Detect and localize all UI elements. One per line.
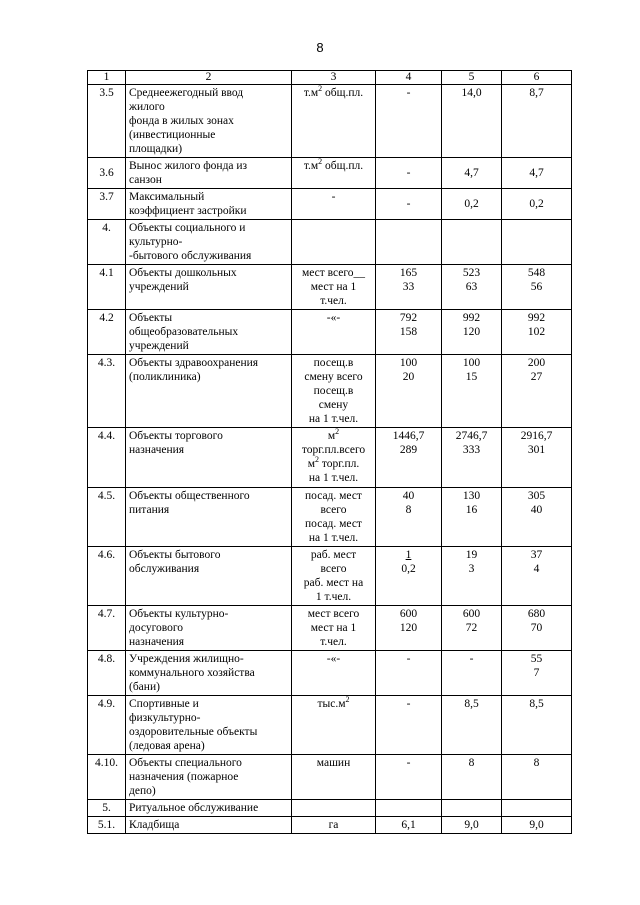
value-cell-c4 xyxy=(376,696,442,755)
name-line: Спортивные и xyxy=(129,698,199,710)
c6-line: 56 xyxy=(530,281,543,293)
name-line: назначения (пожарное xyxy=(129,771,239,783)
value-cell-c6 xyxy=(502,817,572,834)
indicator-name-cell xyxy=(126,158,292,189)
c6-line: 8,5 xyxy=(529,698,544,710)
c4-line: 0,2 xyxy=(401,563,416,575)
unit-line: мест на 1 xyxy=(310,622,357,634)
unit-cell xyxy=(292,310,376,355)
c6-line: 200 xyxy=(527,357,546,369)
name-line: Объекты торгового xyxy=(129,430,223,442)
value-cell-c4 xyxy=(376,817,442,834)
name-line: учреждений xyxy=(129,340,189,352)
table-row xyxy=(88,310,572,355)
c4-line: - xyxy=(406,87,411,99)
row-number-cell: 3.5 xyxy=(88,85,126,158)
unit-line: т.чел. xyxy=(320,636,347,648)
c6-line: 7 xyxy=(533,667,540,679)
value-cell-c6 xyxy=(502,488,572,547)
unit-cell xyxy=(292,817,376,834)
value-cell-c6 xyxy=(502,158,572,189)
c4-line: 8 xyxy=(405,504,412,516)
table-row xyxy=(88,189,572,220)
name-line: (бани) xyxy=(129,681,160,693)
c6-line: 70 xyxy=(530,622,543,634)
row-number-cell: 5.1. xyxy=(88,817,126,834)
c6-line: 680 xyxy=(527,608,546,620)
row-number-cell: 4.3. xyxy=(88,355,126,428)
c5-line: 2746,7 xyxy=(455,430,488,442)
unit-cell xyxy=(292,220,376,265)
name-line: фонда в жилых зонах xyxy=(129,115,234,127)
value-cell-c4 xyxy=(376,488,442,547)
name-line: коммунального хозяйства xyxy=(129,667,255,679)
indicators-table xyxy=(87,70,572,834)
c6-line: 4 xyxy=(533,563,540,575)
table-row xyxy=(88,547,572,606)
name-line: Объекты общественного xyxy=(129,490,250,502)
c4-line: - xyxy=(406,198,411,210)
c5-line: 63 xyxy=(465,281,478,293)
value-cell-c4 xyxy=(376,651,442,696)
value-cell-c4 xyxy=(376,189,442,220)
indicator-name-cell xyxy=(126,696,292,755)
unit-line: посещ.в xyxy=(313,357,354,369)
name-line: Объекты специального xyxy=(129,757,242,769)
c5-line: 120 xyxy=(462,326,481,338)
value-cell-c6 xyxy=(502,85,572,158)
c5-line: 72 xyxy=(465,622,478,634)
unit-line: на 1 т.чел. xyxy=(308,413,359,425)
c6-line: 305 xyxy=(527,490,546,502)
row-number-cell: 4.8. xyxy=(88,651,126,696)
unit-line: -«- xyxy=(326,312,341,324)
name-line: оздоровительные объекты xyxy=(129,726,258,738)
name-line: Учреждения жилищно- xyxy=(129,653,244,665)
indicator-name-cell xyxy=(126,755,292,800)
c5-line: 0,2 xyxy=(464,198,479,210)
row-number-cell: 4.6. xyxy=(88,547,126,606)
name-line: физкультурно- xyxy=(129,712,201,724)
c4-line: 792 xyxy=(399,312,418,324)
value-cell-c4 xyxy=(376,265,442,310)
unit-line: -«- xyxy=(326,653,341,665)
unit-line: торг.пл.всего xyxy=(301,444,366,456)
value-cell-c5 xyxy=(442,158,502,189)
value-cell-c6 xyxy=(502,800,572,817)
name-line: площадки) xyxy=(129,143,183,155)
value-cell-c6 xyxy=(502,547,572,606)
c6-line: 40 xyxy=(530,504,543,516)
c4-line: 20 xyxy=(402,371,415,383)
name-line: общеобразовательных xyxy=(129,326,239,338)
unit-line: мест всего__ xyxy=(301,267,366,279)
unit-line: на 1 т.чел. xyxy=(308,532,359,544)
c6-line: 4,7 xyxy=(529,167,544,179)
unit-line: $т.м^2$ общ.пл. xyxy=(303,157,364,172)
c5-line: 333 xyxy=(462,444,481,456)
value-cell-c5 xyxy=(442,651,502,696)
name-line: Объекты здравоохранения xyxy=(129,357,259,369)
value-cell-c4 xyxy=(376,755,442,800)
c4-line: - xyxy=(406,167,411,179)
unit-line: т.чел. xyxy=(320,295,347,307)
value-cell-c6 xyxy=(502,220,572,265)
indicator-name-cell xyxy=(126,265,292,310)
c6-line: 102 xyxy=(527,326,546,338)
unit-cell xyxy=(292,355,376,428)
row-number-cell: 4.7. xyxy=(88,606,126,651)
value-cell-c5 xyxy=(442,800,502,817)
indicator-name-cell xyxy=(126,800,292,817)
unit-line: га xyxy=(328,819,339,831)
unit-cell xyxy=(292,696,376,755)
value-cell-c6 xyxy=(502,755,572,800)
table-row xyxy=(88,428,572,488)
c4-line: 100 xyxy=(399,357,418,369)
unit-cell xyxy=(292,800,376,817)
c5-line: 14,0 xyxy=(461,87,482,99)
c4-line: 33 xyxy=(402,281,415,293)
indicator-name-cell xyxy=(126,189,292,220)
name-line: (инвестиционные xyxy=(129,129,216,141)
c5-line: 19 xyxy=(465,549,478,561)
unit-line: $м^2$ xyxy=(327,427,340,442)
name-line: Объекты социального и xyxy=(129,222,246,234)
c6-line: 55 xyxy=(530,653,543,665)
name-line: жилого xyxy=(129,101,165,113)
table-row xyxy=(88,265,572,310)
c6-line: 0,2 xyxy=(529,198,544,210)
unit-cell xyxy=(292,547,376,606)
value-cell-c4 xyxy=(376,800,442,817)
unit-line: посад. мест xyxy=(305,518,362,530)
value-cell-c4 xyxy=(376,547,442,606)
c5-line: 15 xyxy=(465,371,478,383)
unit-line: $м^2$ торг.пл. xyxy=(307,455,360,470)
c5-line: 992 xyxy=(462,312,481,324)
name-line: (ледовая арена) xyxy=(129,740,205,752)
value-cell-c6 xyxy=(502,310,572,355)
c5-line: 100 xyxy=(462,357,481,369)
value-cell-c4 xyxy=(376,158,442,189)
unit-line: мест на 1 xyxy=(310,281,357,293)
table-row xyxy=(88,220,572,265)
name-line: назначения xyxy=(129,444,185,456)
value-cell-c5 xyxy=(442,265,502,310)
c4-line: 1446,7 xyxy=(392,430,425,442)
unit-line: - xyxy=(331,191,336,203)
indicator-name-cell xyxy=(126,428,292,488)
indicator-name-cell xyxy=(126,547,292,606)
header-cell: 2 xyxy=(126,71,292,85)
unit-cell xyxy=(292,428,376,488)
row-number-cell: 4.10. xyxy=(88,755,126,800)
table-row xyxy=(88,696,572,755)
row-number-cell: 4.5. xyxy=(88,488,126,547)
c4-line: 6,1 xyxy=(401,819,416,831)
unit-cell xyxy=(292,488,376,547)
page-number: 8 xyxy=(316,40,324,55)
value-cell-c5 xyxy=(442,606,502,651)
value-cell-c4 xyxy=(376,220,442,265)
indicator-name-cell xyxy=(126,85,292,158)
header-cell: 5 xyxy=(442,71,502,85)
table-header-row xyxy=(88,71,572,85)
value-cell-c6 xyxy=(502,696,572,755)
c4-line: - xyxy=(406,653,411,665)
value-cell-c5 xyxy=(442,85,502,158)
name-line: культурно- xyxy=(129,236,183,248)
name-line: -бытового обслуживания xyxy=(129,250,252,262)
c5-line: 600 xyxy=(462,608,481,620)
table-row xyxy=(88,355,572,428)
indicator-name-cell xyxy=(126,220,292,265)
unit-line: раб. мест на xyxy=(303,577,364,589)
table-row xyxy=(88,651,572,696)
value-cell-c5 xyxy=(442,428,502,488)
value-cell-c4 xyxy=(376,85,442,158)
c6-line: 27 xyxy=(530,371,543,383)
c4-line: - xyxy=(406,757,411,769)
unit-line: всего xyxy=(320,504,347,516)
name-line: Объекты культурно- xyxy=(129,608,229,620)
name-line: обслуживания xyxy=(129,563,200,575)
unit-line: $тыс.м^2$ xyxy=(317,695,350,710)
unit-line: раб. мест xyxy=(310,549,357,561)
c6-line: 8,7 xyxy=(529,87,544,99)
unit-cell xyxy=(292,606,376,651)
name-line: Объекты бытового xyxy=(129,549,221,561)
c5-line: 130 xyxy=(462,490,481,502)
unit-cell xyxy=(292,755,376,800)
header-cell: 1 xyxy=(88,71,126,85)
c4-line: 289 xyxy=(399,444,418,456)
c5-line: 8,5 xyxy=(464,698,479,710)
value-cell-c4 xyxy=(376,310,442,355)
name-line: депо) xyxy=(129,785,156,797)
table-row xyxy=(88,158,572,189)
value-cell-c6 xyxy=(502,651,572,696)
name-line: назначения xyxy=(129,636,185,648)
c4-line: 1 xyxy=(405,549,412,561)
unit-cell xyxy=(292,265,376,310)
value-cell-c4 xyxy=(376,355,442,428)
c4-line: 600 xyxy=(399,608,418,620)
value-cell-c5 xyxy=(442,696,502,755)
c6-line: 9,0 xyxy=(529,819,544,831)
name-line: Среднеежегодный ввод xyxy=(129,87,244,99)
value-cell-c6 xyxy=(502,355,572,428)
unit-line: мест всего xyxy=(307,608,360,620)
unit-cell xyxy=(292,189,376,220)
name-line: учреждений xyxy=(129,281,189,293)
table-row xyxy=(88,817,572,834)
value-cell-c6 xyxy=(502,606,572,651)
indicator-name-cell xyxy=(126,355,292,428)
name-line: досугового xyxy=(129,622,184,634)
unit-line: посад. мест xyxy=(305,490,362,502)
table-row xyxy=(88,755,572,800)
c5-line: 3 xyxy=(468,563,475,575)
c4-line: - xyxy=(406,698,411,710)
c5-line: 523 xyxy=(462,267,481,279)
c6-line: 301 xyxy=(527,444,546,456)
c4-line: 120 xyxy=(399,622,418,634)
c4-line: 158 xyxy=(399,326,418,338)
name-line: санзон xyxy=(129,174,162,186)
name-line: Объекты xyxy=(129,312,173,324)
row-number-cell: 4.9. xyxy=(88,696,126,755)
value-cell-c5 xyxy=(442,355,502,428)
c5-line: 4,7 xyxy=(464,167,479,179)
c6-line: 8 xyxy=(533,757,540,769)
c5-line: 8 xyxy=(468,757,475,769)
row-number-cell: 5. xyxy=(88,800,126,817)
row-number-cell: 4.1 xyxy=(88,265,126,310)
unit-cell xyxy=(292,651,376,696)
name-line: питания xyxy=(129,504,170,516)
value-cell-c5 xyxy=(442,755,502,800)
unit-line: 1 т.чел. xyxy=(315,591,352,603)
indicator-name-cell xyxy=(126,606,292,651)
unit-line: машин xyxy=(316,757,351,769)
value-cell-c5 xyxy=(442,220,502,265)
indicator-name-cell xyxy=(126,651,292,696)
row-number-cell: 3.7 xyxy=(88,189,126,220)
c6-line: 992 xyxy=(527,312,546,324)
row-number-cell: 4. xyxy=(88,220,126,265)
value-cell-c5 xyxy=(442,310,502,355)
unit-line: смену xyxy=(318,399,349,411)
value-cell-c6 xyxy=(502,189,572,220)
name-line: Максимальный xyxy=(129,191,205,203)
unit-cell xyxy=(292,85,376,158)
value-cell-c5 xyxy=(442,817,502,834)
row-number-cell: 3.6 xyxy=(88,158,126,189)
name-line: (поликлиника) xyxy=(129,371,201,383)
row-number-cell: 4.4. xyxy=(88,428,126,488)
header-cell: 6 xyxy=(502,71,572,85)
c6-line: 548 xyxy=(527,267,546,279)
table-row xyxy=(88,606,572,651)
indicator-name-cell xyxy=(126,310,292,355)
header-cell: 4 xyxy=(376,71,442,85)
row-number-cell: 4.2 xyxy=(88,310,126,355)
value-cell-c4 xyxy=(376,428,442,488)
value-cell-c4 xyxy=(376,606,442,651)
name-line: Ритуальное обслуживание xyxy=(129,802,259,814)
c5-line: 16 xyxy=(465,504,478,516)
value-cell-c5 xyxy=(442,547,502,606)
name-line: Объекты дошкольных xyxy=(129,267,237,279)
name-line: Кладбища xyxy=(129,819,180,831)
value-cell-c6 xyxy=(502,265,572,310)
unit-line: посещ.в xyxy=(313,385,354,397)
unit-line: на 1 т.чел. xyxy=(308,472,359,484)
c6-line: 2916,7 xyxy=(520,430,553,442)
indicator-name-cell xyxy=(126,817,292,834)
unit-cell xyxy=(292,158,376,189)
table-row xyxy=(88,488,572,547)
c5-line: 9,0 xyxy=(464,819,479,831)
header-cell: 3 xyxy=(292,71,376,85)
unit-line: смену всего xyxy=(304,371,363,383)
value-cell-c5 xyxy=(442,189,502,220)
name-line: коэффициент застройки xyxy=(129,205,247,217)
c4-line: 40 xyxy=(402,490,415,502)
name-line: Вынос жилого фонда из xyxy=(129,160,248,172)
c6-line: 37 xyxy=(530,549,543,561)
value-cell-c6 xyxy=(502,428,572,488)
c5-line: - xyxy=(469,653,474,665)
unit-line: всего xyxy=(320,563,347,575)
table-row xyxy=(88,800,572,817)
value-cell-c5 xyxy=(442,488,502,547)
indicator-name-cell xyxy=(126,488,292,547)
table-row xyxy=(88,85,572,158)
c4-line: 165 xyxy=(399,267,418,279)
unit-line: $т.м^2$ общ.пл. xyxy=(303,84,364,99)
